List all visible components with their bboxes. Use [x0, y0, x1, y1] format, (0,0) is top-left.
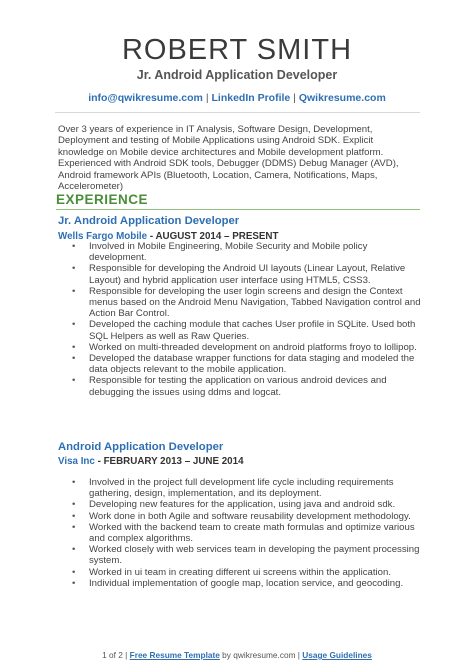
list-item: • Responsible for developing the user login screens and design the Context menus based on the Android Menu Navigation, Tabbed Navigation control and Action Bar Control.: [72, 285, 421, 320]
candidate-title: Jr. Android Application Developer: [136, 68, 338, 82]
list-item: • Responsible for testing the application on various android devices and debugging the issues using ddms and logcat.: [72, 375, 387, 398]
job-bullet-list: [72, 477, 422, 589]
list-item: • Involved in the project full development life cycle including requirements gathering, design, implementation, and its deployment.: [72, 477, 394, 500]
contact-website-link[interactable]: Qwikresume.com: [298, 92, 386, 104]
bullet-icon: •: [72, 285, 76, 297]
bullet-icon: •: [72, 375, 76, 387]
job-dates: AUGUST 2014 – PRESENT: [155, 231, 279, 242]
page-footer: [0, 650, 474, 660]
job-dates: FEBRUARY 2013 – JUNE 2014: [103, 456, 244, 467]
header-divider: [55, 112, 420, 113]
job-bullet-list: [72, 241, 422, 398]
bullet-icon: •: [72, 341, 76, 353]
job-company: Wells Fargo Mobile: [58, 231, 148, 242]
bullet-icon: •: [72, 566, 76, 578]
footer-attribution: by qwikresume.com |: [219, 650, 303, 660]
job-company-dates: Visa Inc - FEBRUARY 2013 – JUNE 2014: [58, 456, 244, 467]
experience-heading-underline: [56, 209, 420, 210]
list-item: • Responsible for developing the Android UI layouts (Linear Layout, Relative Layout) and hybrid application user interface using HTML5, CSS3.: [72, 263, 406, 286]
free-resume-template-link[interactable]: Free Resume Template: [129, 650, 220, 660]
contact-linkedin-link[interactable]: LinkedIn Profile: [211, 92, 291, 104]
bullet-icon: •: [72, 499, 76, 511]
list-item: • Developing new features for the application, using java and android sdk.: [72, 499, 396, 511]
list-item: • Worked on multi-threaded development on android platforms froyo to lollipop.: [72, 341, 417, 353]
contact-separator: |: [293, 92, 296, 104]
bullet-icon: •: [72, 544, 76, 556]
candidate-name: ROBERT SMITH: [121, 34, 353, 66]
page-indicator: 1 of 2 |: [102, 650, 130, 660]
list-item: • Developed the database wrapper functions for data staging and modeled the data objects relevant to the mobile application.: [72, 353, 415, 376]
bullet-icon: •: [72, 353, 76, 365]
list-item: • Developed the caching module that caches User profile in SQLite. Used both SQL Helpers as well as Raw Queries.: [72, 319, 416, 342]
list-item: • Worked in ui team in creating different ui screens within the application.: [72, 566, 392, 578]
contact-separator: |: [205, 92, 209, 104]
summary-paragraph: Over 3 years of experience in IT Analysis, Software Design, Development, Deployment and testing of Mobile Applications using Android SDK. Explicit knowledge on Mobile device architectures and Mobile development platform. Experienced with Android SDK tools, Debugger (DDMS) Debug Manager (AVD), Android framework APIs (Bluetooth, Location, Camera, Notifications, Maps, Accelerometer): [58, 124, 399, 193]
bullet-icon: •: [72, 510, 76, 522]
bullet-icon: •: [72, 477, 76, 488]
list-item: • Involved in Mobile Engineering, Mobile Security and Mobile policy development.: [72, 241, 368, 264]
contact-line: [0, 92, 474, 104]
list-item: • Work done in both Agile and software reusability development methodology.: [72, 510, 411, 522]
experience-heading: EXPERIENCE: [56, 192, 149, 207]
list-item: • Worked closely with web services team in developing the payment processing system.: [72, 544, 420, 567]
list-item: • Worked with the backend team to create math formulas and optimize various and complex algorithms.: [72, 521, 415, 545]
bullet-icon: •: [72, 241, 76, 252]
bullet-icon: •: [72, 263, 76, 275]
contact-email-link[interactable]: info@qwikresume.com: [88, 92, 203, 104]
usage-guidelines-link[interactable]: Usage Guidelines: [302, 650, 372, 660]
bullet-icon: •: [72, 319, 76, 331]
job-company: Visa Inc: [58, 456, 95, 467]
job-title: Jr. Android Application Developer: [58, 215, 240, 227]
bullet-icon: •: [72, 521, 76, 533]
job-company-dates: Wells Fargo Mobile - AUGUST 2014 – PRESENT: [58, 231, 279, 242]
bullet-icon: •: [72, 577, 76, 589]
list-item: • Individual implementation of google map, location service, and geocoding.: [72, 577, 404, 589]
job-title: Android Application Developer: [58, 441, 224, 453]
